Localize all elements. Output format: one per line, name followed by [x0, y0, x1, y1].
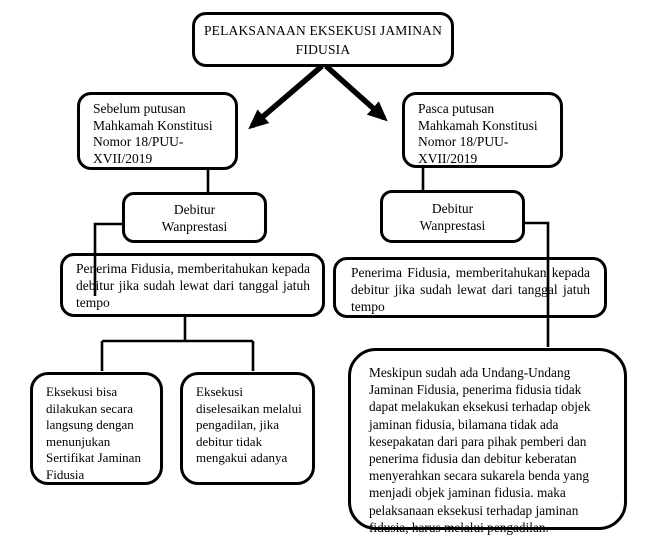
node-notice-left — [60, 253, 325, 317]
node-debtor-default-left-label: Debitur Wanprestasi — [161, 202, 228, 234]
node-direct-execution — [30, 372, 163, 485]
arrow-root-to-after — [326, 66, 384, 118]
node-debtor-default-left — [122, 192, 267, 243]
node-notice-right-label: Penerima Fidusia, memberitahukan kepada debitur jika sudah lewat dari tanggal jatuh tempo — [351, 265, 590, 314]
connector-notice-left-split — [102, 316, 253, 371]
node-notice-left-label: Penerima Fidusia, memberitahukan kepada debitur jika sudah lewat dari tanggal jatuh tempo — [76, 261, 310, 310]
node-post-ruling-note-label: Meskipun sudah ada Undang-Undang Jaminan Fidusia, penerima fidusia tidak dapat melakukan eksekusi terhadap objek jaminan fidusia, bilamana tidak ada kesepakatan dari para pihak pemberi dan penerima fidusia dan debitur keberatan menyerahkan secara sukarela benda yang menjadi objek jaminan fidusia. maka pelaksanaan eksekusi terhadap jaminan fidusia, harus melalui pengadilan. — [369, 365, 591, 535]
node-after-ruling — [402, 92, 563, 168]
node-before-ruling — [77, 92, 238, 170]
arrow-root-to-before — [252, 66, 322, 126]
node-court-execution — [180, 372, 315, 485]
node-post-ruling-note — [348, 348, 627, 535]
node-debtor-default-right — [380, 190, 525, 243]
node-debtor-default-right-label: Debitur Wanprestasi — [419, 201, 486, 233]
node-title-pelaksanaan-eksekusi — [192, 12, 454, 67]
node-court-execution-label: Eksekusi diselesaikan melalui pengadilan, jika debitur tidak mengakui adanya — [196, 384, 302, 465]
node-title-label: PELAKSANAAN EKSEKUSI JAMINAN FIDUSIA — [203, 22, 443, 57]
node-direct-execution-label: Eksekusi bisa dilakukan secara langsung dengan menunjukan Sertifikat Jaminan Fidusia — [46, 384, 141, 482]
node-notice-right — [333, 257, 607, 318]
node-before-ruling-label: Sebelum putusan Mahkamah Konstitusi Nomor 18/PUU-XVII/2019 — [93, 101, 213, 166]
node-after-ruling-label: Pasca putusan Mahkamah Konstitusi Nomor 18/PUU-XVII/2019 — [418, 101, 538, 166]
